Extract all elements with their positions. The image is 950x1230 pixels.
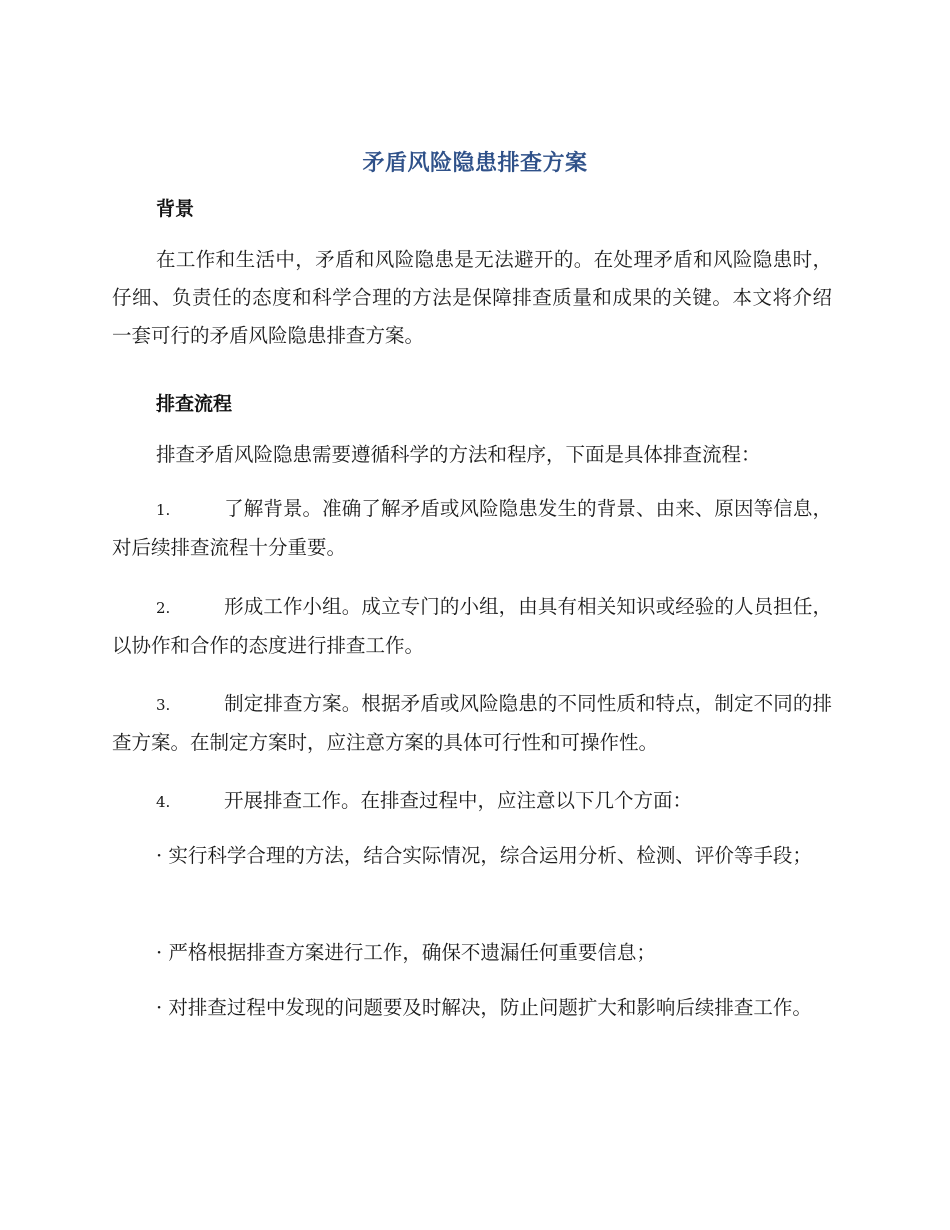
bullet-item-3: · 对排查过程中发现的问题要及时解决，防止问题扩大和影响后续排查工作。 — [156, 996, 812, 1019]
background-paragraph: 在工作和生活中，矛盾和风险隐患是无法避开的。在处理矛盾和风险隐患时，仔细、负责任的态度和科学合理的方法是保障排查质量和成果的关键。本文将介绍一套可行的矛盾风险隐患排查方案。 — [112, 248, 832, 347]
step-item-4 — [112, 782, 832, 821]
step-text: 开展排查工作。在排查过程中，应注意以下几个方面： — [224, 789, 693, 812]
step-item-3 — [112, 685, 832, 762]
step-number: 3. — [156, 696, 171, 714]
section-heading-background: 背景 — [156, 198, 195, 220]
step-text: 制定排查方案。根据矛盾或风险隐患的不同性质和特点，制定不同的排查方案。在制定方案时，应注意方案的具体可行性和可操作性。 — [112, 692, 832, 754]
step-text: 形成工作小组。成立专门的小组，由具有相关知识或经验的人员担任，以协作和合作的态度进行排查工作。 — [112, 595, 832, 657]
step-item-2 — [112, 588, 832, 665]
process-intro-paragraph: 排查矛盾风险隐患需要遵循科学的方法和程序，下面是具体排查流程： — [156, 443, 761, 466]
section-heading-process: 排查流程 — [156, 393, 233, 415]
step-number: 1. — [156, 501, 171, 519]
document-title: 矛盾风险隐患排查方案 — [362, 151, 588, 176]
bullet-item-1: · 实行科学合理的方法，结合实际情况，综合运用分析、检测、评价等手段； — [156, 844, 812, 867]
step-text: 了解背景。准确了解矛盾或风险隐患发生的背景、由来、原因等信息，对后续排查流程十分重要。 — [112, 497, 832, 559]
step-number: 2. — [156, 599, 171, 617]
bullet-item-2: · 严格根据排查方案进行工作，确保不遗漏任何重要信息； — [156, 941, 656, 964]
step-number: 4. — [156, 793, 171, 811]
step-item-1 — [112, 490, 832, 567]
